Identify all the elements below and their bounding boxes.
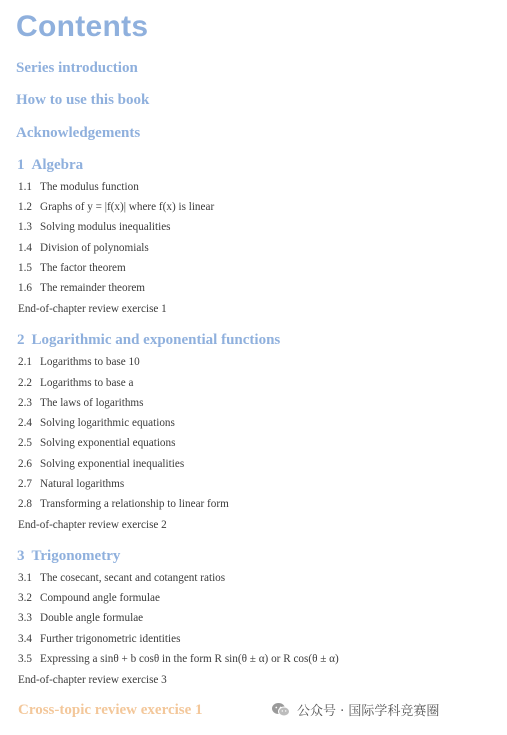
section-2-8[interactable]: 2.8 Transforming a relationship to linear form [18, 498, 229, 510]
section-3-5[interactable]: 3.5 Expressing a sinθ + b cosθ in the form R sin(θ ± α) or R cos(θ ± α) [18, 653, 339, 665]
section-2-6[interactable]: 2.6 Solving exponential inequalities [18, 458, 185, 470]
chapter-number: 1 [17, 157, 25, 173]
section-2-5[interactable]: 2.5 Solving exponential equations [18, 437, 176, 449]
chapter-title: Trigonometry [31, 548, 121, 564]
section-3-4[interactable]: 3.4 Further trigonometric identities [18, 633, 181, 645]
cross-topic-review[interactable]: Cross-topic review exercise 1 [18, 702, 203, 718]
section-1-5[interactable]: 1.5 The factor theorem [18, 262, 126, 274]
section-2-1[interactable]: 2.1 Logarithms to base 10 [18, 356, 140, 368]
section-2-2[interactable]: 2.2 Logarithms to base a [18, 377, 134, 389]
section-3-2[interactable]: 3.2 Compound angle formulae [18, 592, 160, 604]
watermark-text: 公众号 · 国际学科竞赛圈 [297, 704, 440, 719]
section-1-3[interactable]: 1.3 Solving modulus inequalities [18, 221, 171, 233]
chapter-title: Algebra [31, 157, 84, 173]
chapter-1-review[interactable]: End-of-chapter review exercise 1 [18, 303, 167, 315]
chapter-3-heading[interactable] [17, 548, 120, 565]
section-1-6[interactable]: 1.6 The remainder theorem [18, 282, 145, 294]
watermark [271, 700, 439, 719]
section-2-4[interactable]: 2.4 Solving logarithmic equations [18, 417, 175, 429]
chapter-1-heading[interactable] [17, 157, 83, 174]
chapter-number: 2 [17, 332, 25, 348]
section-1-1[interactable]: 1.1 The modulus function [18, 181, 139, 193]
front-acknowledgements[interactable]: Acknowledgements [16, 125, 141, 141]
section-1-2[interactable]: 1.2 Graphs of y = |f(x)| where f(x) is linear [18, 201, 215, 213]
chapter-2-review[interactable]: End-of-chapter review exercise 2 [18, 519, 167, 531]
front-how-to-use[interactable]: How to use this book [16, 92, 150, 108]
section-2-3[interactable]: 2.3 The laws of logarithms [18, 397, 144, 409]
section-3-3[interactable]: 3.3 Double angle formulae [18, 612, 144, 624]
chapter-title: Logarithmic and exponential functions [31, 332, 281, 348]
chapter-2-heading[interactable] [17, 332, 280, 349]
section-1-4[interactable]: 1.4 Division of polynomials [18, 242, 149, 254]
section-3-1[interactable]: 3.1 The cosecant, secant and cotangent ratios [18, 572, 226, 584]
chapter-3-review[interactable]: End-of-chapter review exercise 3 [18, 674, 167, 686]
wechat-icon [271, 702, 291, 718]
chapter-number: 3 [17, 548, 25, 564]
page-title: Contents [16, 10, 149, 43]
section-2-7[interactable]: 2.7 Natural logarithms [18, 478, 125, 490]
front-series-introduction[interactable]: Series introduction [16, 60, 138, 76]
